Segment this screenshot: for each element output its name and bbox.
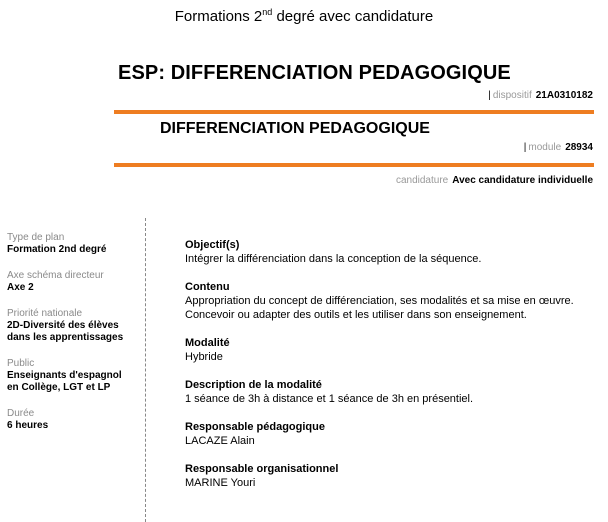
section-title: Responsable pédagogique xyxy=(185,421,325,433)
sidebar-label: Priorité nationale xyxy=(7,308,83,319)
sidebar-item-axe xyxy=(7,270,132,294)
section-title: Objectif(s) xyxy=(185,239,240,251)
sidebar-value: Formation 2nd degré xyxy=(7,244,107,255)
sidebar-value: 6 heures xyxy=(7,420,49,431)
section-objectifs xyxy=(185,238,600,266)
header-suffix: degré avec candidature xyxy=(272,8,434,25)
dispositif-value: 21A0310182 xyxy=(535,90,593,101)
section-text: LACAZE Alain xyxy=(185,435,255,447)
sidebar-value: Axe 2 xyxy=(7,282,34,293)
section-text: Concevoir ou adapter des outils et les utiliser dans son enseignement. xyxy=(185,309,527,321)
sidebar-item-duree xyxy=(7,408,132,432)
sidebar-item-type-de-plan xyxy=(7,232,132,256)
section-contenu xyxy=(185,280,600,322)
sidebar-label: Axe schéma directeur xyxy=(7,270,104,281)
dispositif-line xyxy=(488,90,593,101)
section-title: Description de la modalité xyxy=(185,379,322,391)
sidebar-label: Public xyxy=(7,358,35,369)
module-title: DIFFERENCIATION PEDAGOGIQUE xyxy=(160,120,430,137)
main-title: ESP: DIFFERENCIATION PEDAGOGIQUE xyxy=(118,62,511,84)
candidature-value: Avec candidature individuelle xyxy=(452,175,593,186)
content xyxy=(185,238,600,504)
sidebar-label: Durée xyxy=(7,408,35,419)
sidebar-value: Enseignants d'espagnol en Collège, LGT et LP xyxy=(7,370,122,393)
sidebar-value: 2D-Diversité des élèves dans les apprentissages xyxy=(7,320,124,343)
sidebar-item-public xyxy=(7,358,132,394)
section-text: MARINE Youri xyxy=(185,477,256,489)
section-title: Responsable organisationnel xyxy=(185,463,339,475)
section-description-modalite xyxy=(185,378,600,406)
section-title: Contenu xyxy=(185,281,230,293)
candidature-line xyxy=(396,175,593,186)
sidebar-label: Type de plan xyxy=(7,232,65,243)
header-prefix: Formations 2 xyxy=(174,8,263,25)
orange-divider-top xyxy=(114,110,594,114)
section-responsable-pedagogique xyxy=(185,420,600,448)
module-line xyxy=(524,142,593,153)
vertical-divider xyxy=(145,218,146,522)
section-responsable-organisationnel xyxy=(185,462,600,490)
section-text: Appropriation du concept de différenciation, ses modalités et sa mise en œuvre. xyxy=(185,295,574,307)
orange-divider-bottom xyxy=(114,163,594,167)
section-title: Modalité xyxy=(185,337,230,349)
dispositif-label: dispositif xyxy=(492,90,532,101)
separator-bar: | xyxy=(488,90,491,101)
section-text: Hybride xyxy=(185,351,223,363)
section-modalite xyxy=(185,336,600,364)
separator-bar: | xyxy=(523,142,527,153)
module-value: 28934 xyxy=(565,142,593,153)
sidebar xyxy=(7,232,132,446)
section-text: Intégrer la différenciation dans la conception de la séquence. xyxy=(185,253,482,265)
candidature-label: candidature xyxy=(395,175,449,186)
module-label: module xyxy=(528,142,562,153)
section-text: 1 séance de 3h à distance et 1 séance de 3h en présentiel. xyxy=(185,393,474,405)
page-header xyxy=(0,8,608,25)
sidebar-item-priorite xyxy=(7,308,132,344)
header-superscript: nd xyxy=(262,7,273,17)
